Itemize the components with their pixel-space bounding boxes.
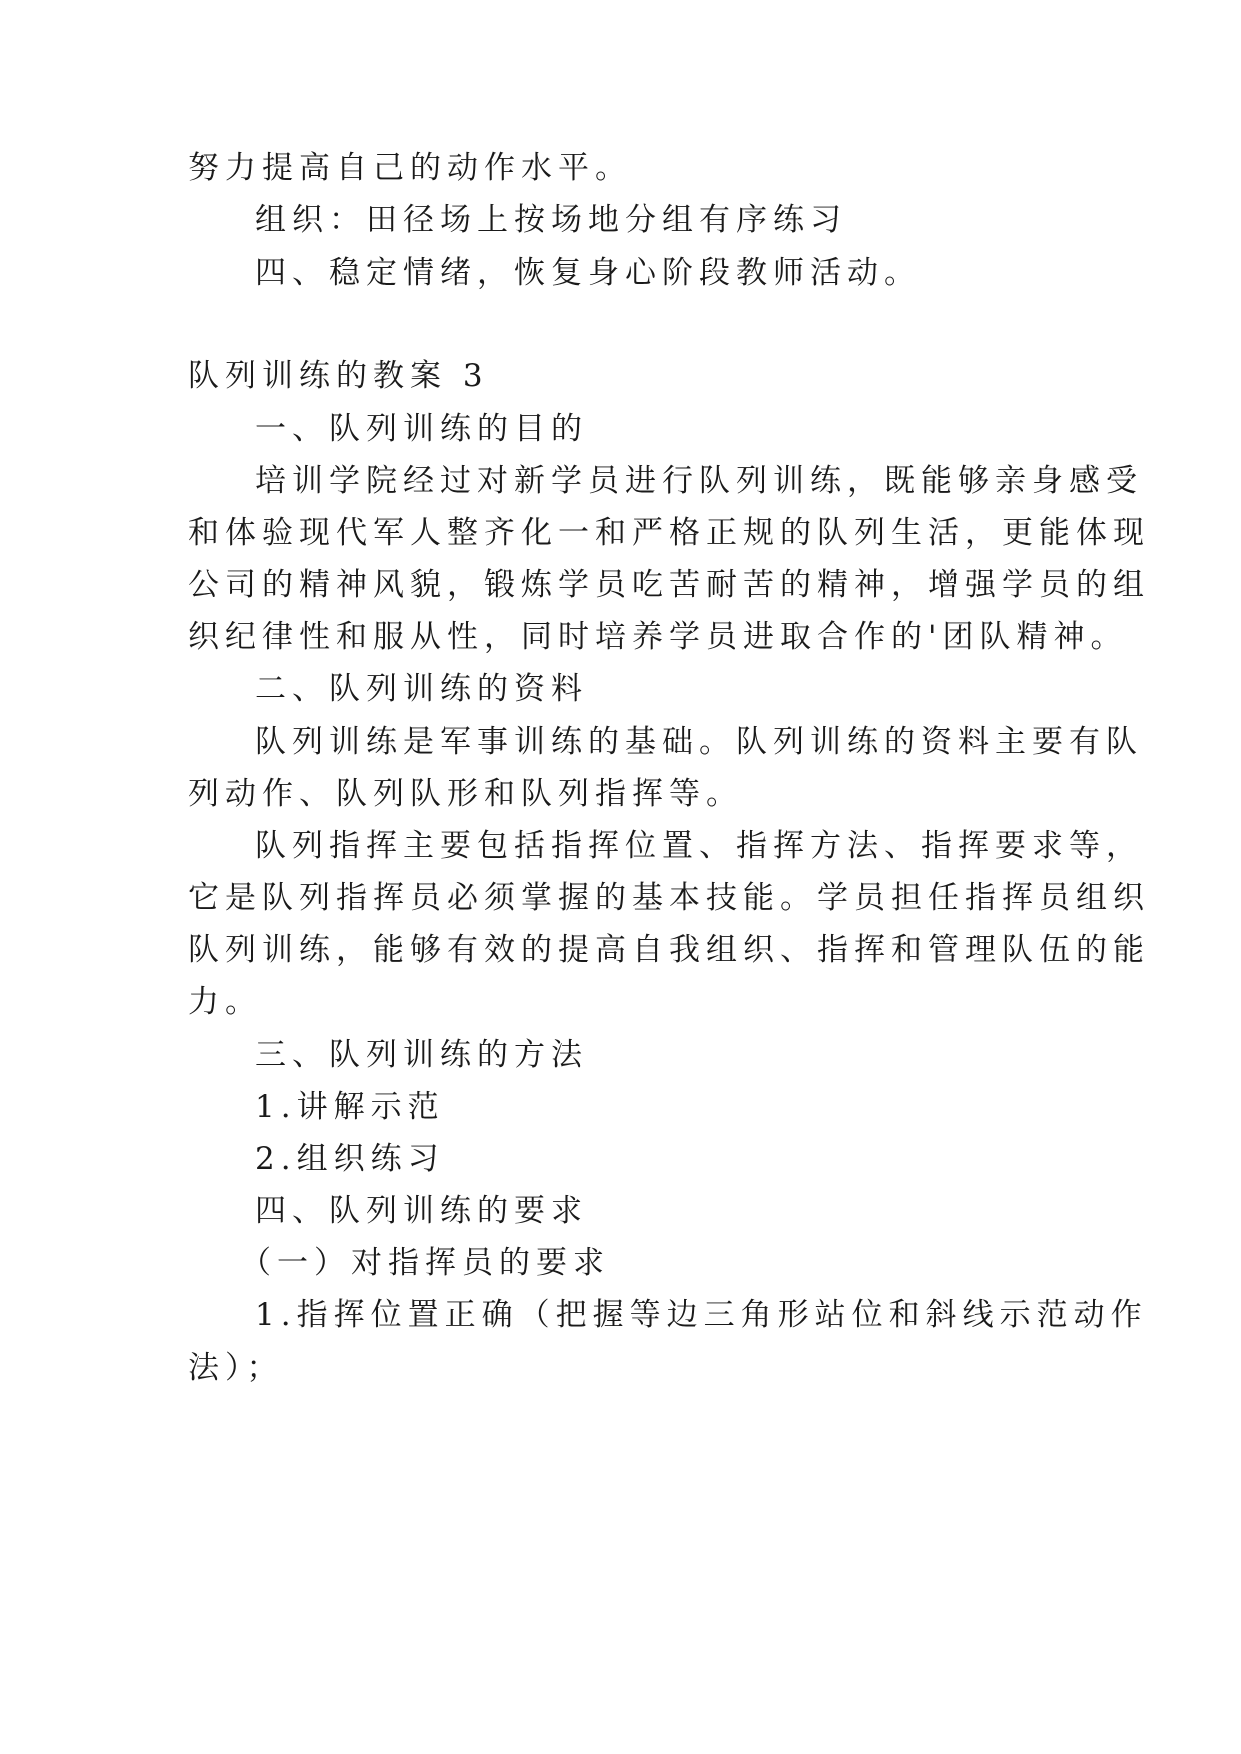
text-line: 队列指挥主要包括指挥位置、指挥方法、指挥要求等，: [255, 828, 1143, 864]
text-line: 它是队列指挥员必须掌握的基本技能。学员担任指挥员组织: [188, 880, 1150, 916]
section-title: 队列训练的教案 3: [188, 358, 489, 394]
list-item: 2.组织练习: [255, 1141, 445, 1177]
text-line: 公司的精神风貌，锻炼学员吃苦耐苦的精神，增强学员的组: [188, 567, 1150, 603]
sub-heading: （一）对指挥员的要求: [240, 1245, 610, 1281]
section-heading: 一、队列训练的目的: [255, 411, 588, 447]
text-line: 力。: [188, 984, 262, 1020]
text-line: 努力提高自己的动作水平。: [188, 150, 632, 186]
text-line: 培训学院经过对新学员进行队列训练，既能够亲身感受: [255, 463, 1143, 499]
text-line: 队列训练，能够有效的提高自我组织、指挥和管理队伍的能: [188, 932, 1150, 968]
list-item: 1.讲解示范: [255, 1089, 445, 1125]
text-line: 法）；: [188, 1350, 284, 1386]
text-line: 四、稳定情绪，恢复身心阶段教师活动。: [255, 255, 921, 291]
text-line: 织纪律性和服从性，同时培养学员进取合作的'团队精神。: [188, 619, 1128, 655]
text-line: 队列训练是军事训练的基础。队列训练的资料主要有队: [255, 724, 1143, 760]
list-item: 1.指挥位置正确（把握等边三角形站位和斜线示范动作: [255, 1297, 1148, 1333]
text-line: 组织：田径场上按场地分组有序练习: [255, 202, 847, 238]
section-heading: 二、队列训练的资料: [255, 671, 588, 707]
text-line: 和体验现代军人整齐化一和严格正规的队列生活，更能体现: [188, 515, 1150, 551]
text-line: 列动作、队列队形和队列指挥等。: [188, 776, 743, 812]
section-heading: 三、队列训练的方法: [255, 1037, 588, 1073]
section-heading: 四、队列训练的要求: [255, 1193, 588, 1229]
